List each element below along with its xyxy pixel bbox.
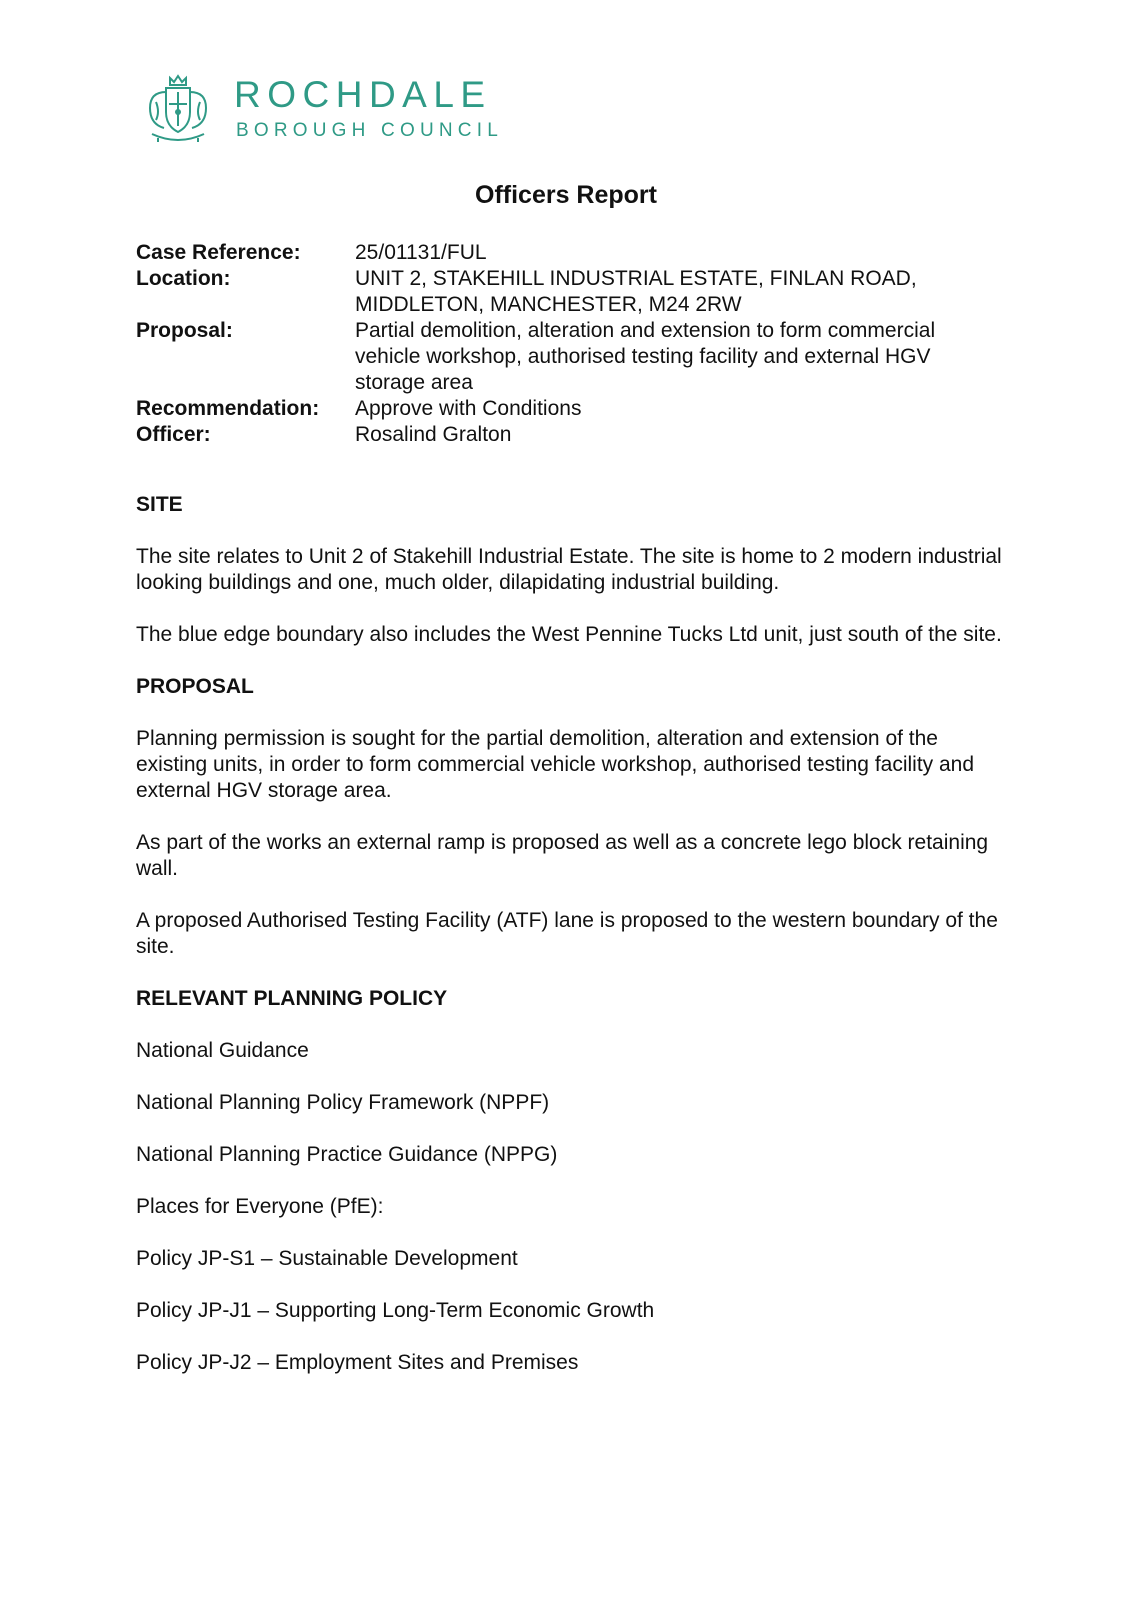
- borough-crest-icon: [142, 72, 214, 146]
- detail-value: Approve with Conditions: [355, 397, 582, 420]
- policy-item: Policy JP-J1 – Supporting Long-Term Economic Growth: [136, 1299, 655, 1322]
- detail-row: [136, 396, 996, 422]
- policy-item: National Planning Practice Guidance (NPPG): [136, 1143, 558, 1166]
- detail-row: [136, 422, 996, 448]
- brand-subtitle: BOROUGH COUNCIL: [236, 120, 503, 141]
- site-heading: SITE: [136, 493, 183, 516]
- detail-label: Proposal:: [136, 319, 233, 342]
- detail-label: Case Reference:: [136, 241, 301, 264]
- page-title: Officers Report: [475, 181, 657, 209]
- policy-item: National Guidance: [136, 1039, 309, 1062]
- detail-label: Officer:: [136, 423, 211, 446]
- brand-name: ROCHDALE: [234, 74, 492, 115]
- policy-item: Policy JP-J2 – Employment Sites and Premises: [136, 1351, 579, 1374]
- detail-row: [136, 240, 996, 266]
- detail-row: [136, 318, 996, 396]
- policy-item: National Planning Policy Framework (NPPF): [136, 1091, 550, 1114]
- detail-value: Partial demolition, alteration and extension to form commercial vehicle workshop, authorised testing facility and external HGV storage area: [355, 319, 936, 394]
- proposal-paragraph: As part of the works an external ramp is proposed as well as a concrete lego block retaining wall.: [136, 831, 989, 880]
- detail-value: UNIT 2, STAKEHILL INDUSTRIAL ESTATE, FINLAN ROAD, MIDDLETON, MANCHESTER, M24 2RW: [355, 267, 917, 316]
- policy-item: Places for Everyone (PfE):: [136, 1195, 384, 1218]
- site-paragraph: The site relates to Unit 2 of Stakehill Industrial Estate. The site is home to 2 modern industrial looking buildings and one, much older, dilapidating industrial building.: [136, 545, 1002, 594]
- detail-value: 25/01131/FUL: [355, 241, 487, 264]
- detail-value: Rosalind Gralton: [355, 423, 512, 446]
- proposal-paragraph: A proposed Authorised Testing Facility (ATF) lane is proposed to the western boundary of the site.: [136, 909, 998, 958]
- proposal-heading: PROPOSAL: [136, 675, 254, 698]
- detail-row: [136, 266, 996, 318]
- council-logo: [142, 70, 522, 146]
- policy-heading: RELEVANT PLANNING POLICY: [136, 987, 448, 1010]
- case-details: [136, 240, 996, 448]
- report-body: [136, 492, 1006, 1402]
- detail-label: Location:: [136, 267, 231, 290]
- detail-label: Recommendation:: [136, 397, 320, 420]
- site-paragraph: The blue edge boundary also includes the West Pennine Tucks Ltd unit, just south of the site.: [136, 623, 1002, 646]
- proposal-paragraph: Planning permission is sought for the partial demolition, alteration and extension of the existing units, in order to form commercial vehicle workshop, authorised testing facility and external HGV storage area.: [136, 727, 975, 802]
- policy-item: Policy JP-S1 – Sustainable Development: [136, 1247, 518, 1270]
